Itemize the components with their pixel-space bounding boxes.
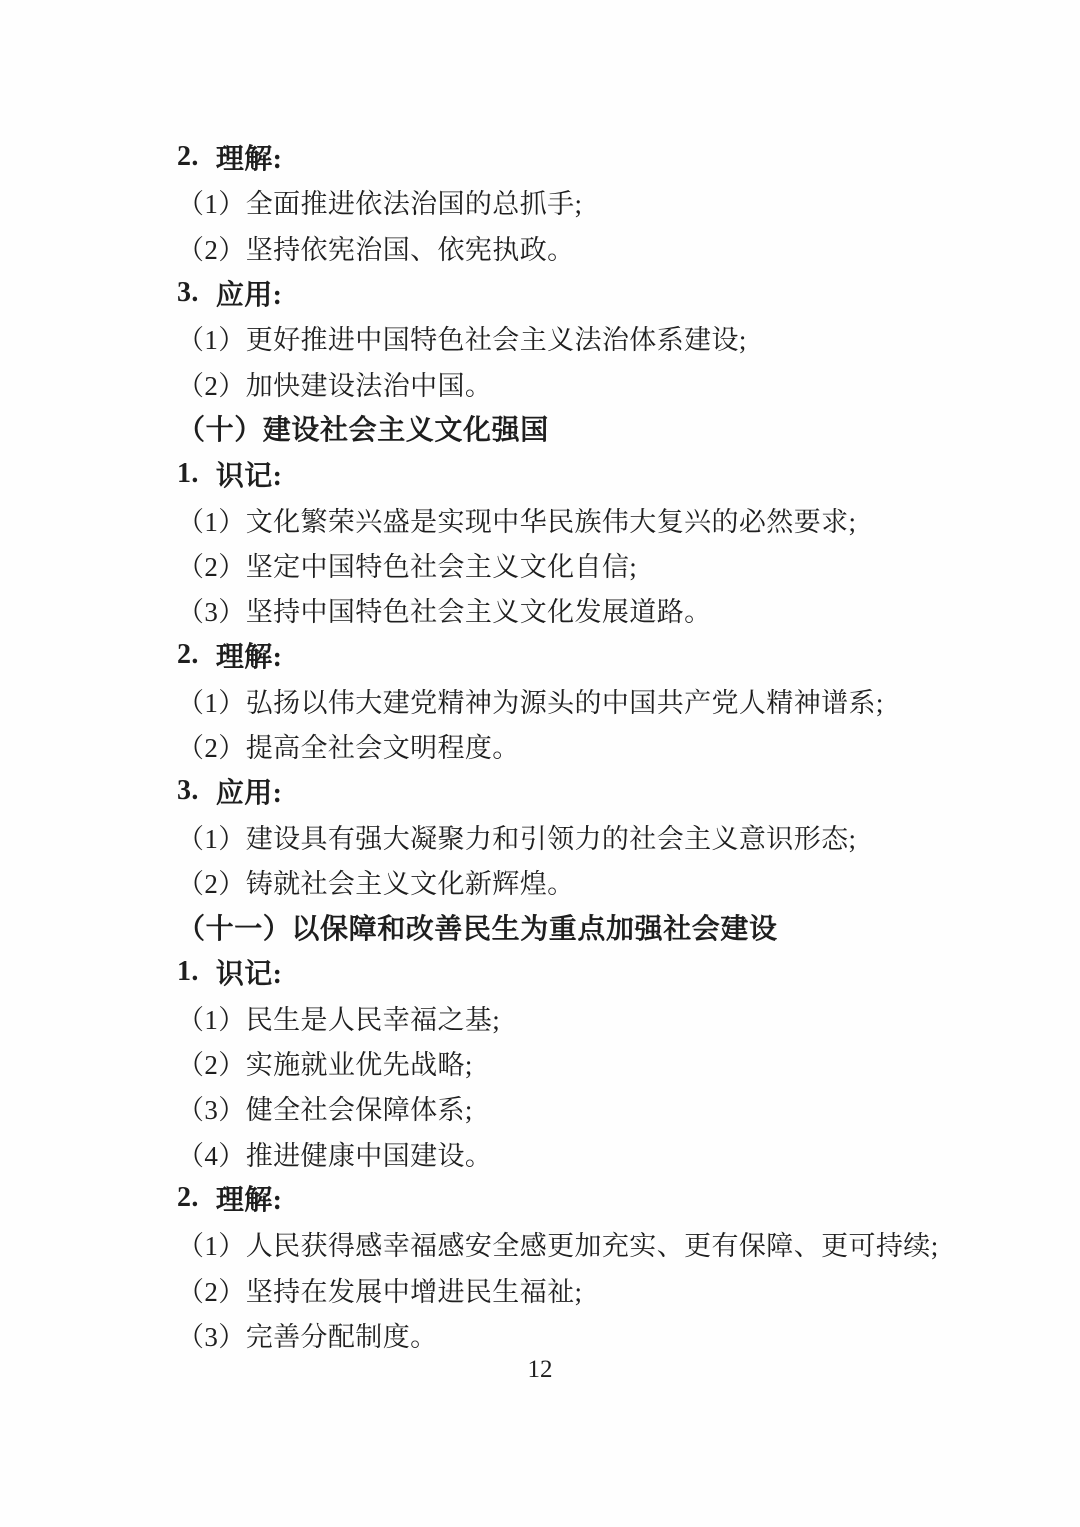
- list-item: （1）全面推进依法治国的总抓手;: [177, 189, 583, 220]
- sub-heading-label: 应用:: [215, 777, 283, 809]
- section-heading: （十）建设社会主义文化强国: [177, 415, 549, 447]
- sub-heading-label: 应用:: [215, 279, 283, 311]
- list-item: （2）实施就业优先战略;: [177, 1050, 473, 1081]
- sub-heading-number: 2.: [177, 140, 199, 172]
- sub-heading-number: 3.: [177, 774, 199, 806]
- sub-heading: [177, 270, 967, 315]
- list-item: （1）更好推进中国特色社会主义法治体系建设;: [177, 325, 747, 356]
- sub-heading-number: 2.: [177, 638, 199, 670]
- sub-heading: [177, 632, 967, 677]
- page-number: 12: [527, 1356, 553, 1383]
- sub-heading-number: 1.: [177, 955, 199, 987]
- list-item: （2）加快建设法治中国。: [177, 370, 493, 401]
- list-item: （4）推进健康中国建设。: [177, 1140, 493, 1171]
- sub-heading: [177, 1176, 967, 1221]
- section-heading: （十一）以保障和改善民生为重点加强社会建设: [177, 913, 778, 945]
- list-item: （3）坚持中国特色社会主义文化发展道路。: [177, 597, 712, 628]
- sub-heading-label: 识记:: [215, 460, 283, 492]
- sub-heading-number: 3.: [177, 276, 199, 308]
- list-item: （1）弘扬以伟大建党精神为源头的中国共产党人精神谱系;: [177, 687, 884, 718]
- list-item: （1）民生是人民幸福之基;: [177, 1004, 501, 1035]
- sub-heading-number: 2.: [177, 1182, 199, 1214]
- sub-heading-label: 理解:: [215, 143, 283, 175]
- list-item: （1）人民获得感幸福感安全感更加充实、更有保障、更可持续;: [177, 1231, 939, 1262]
- list-item: （2）坚定中国特色社会主义文化自信;: [177, 551, 638, 582]
- sub-heading: [177, 768, 967, 813]
- list-item: （3）健全社会保障体系;: [177, 1095, 473, 1126]
- list-item: （2）铸就社会主义文化新辉煌。: [177, 868, 575, 899]
- list-item: （1）建设具有强大凝聚力和引领力的社会主义意识形态;: [177, 823, 857, 854]
- sub-heading-label: 理解:: [215, 641, 283, 673]
- sub-heading-label: 识记:: [215, 958, 283, 990]
- list-item: （2）坚持在发展中增进民生福祉;: [177, 1276, 583, 1307]
- sub-heading: [177, 949, 967, 994]
- sub-heading-label: 理解:: [215, 1185, 283, 1217]
- list-item: （3）完善分配制度。: [177, 1321, 438, 1352]
- document-body: [177, 134, 967, 1357]
- sub-heading: [177, 451, 967, 496]
- sub-heading: [177, 134, 967, 179]
- list-item: （2）坚持依宪治国、依宪执政。: [177, 234, 575, 265]
- list-item: （2）提高全社会文明程度。: [177, 733, 520, 763]
- sub-heading-number: 1.: [177, 457, 199, 489]
- list-item: （1）文化繁荣兴盛是实现中华民族伟大复兴的必然要求;: [177, 506, 857, 537]
